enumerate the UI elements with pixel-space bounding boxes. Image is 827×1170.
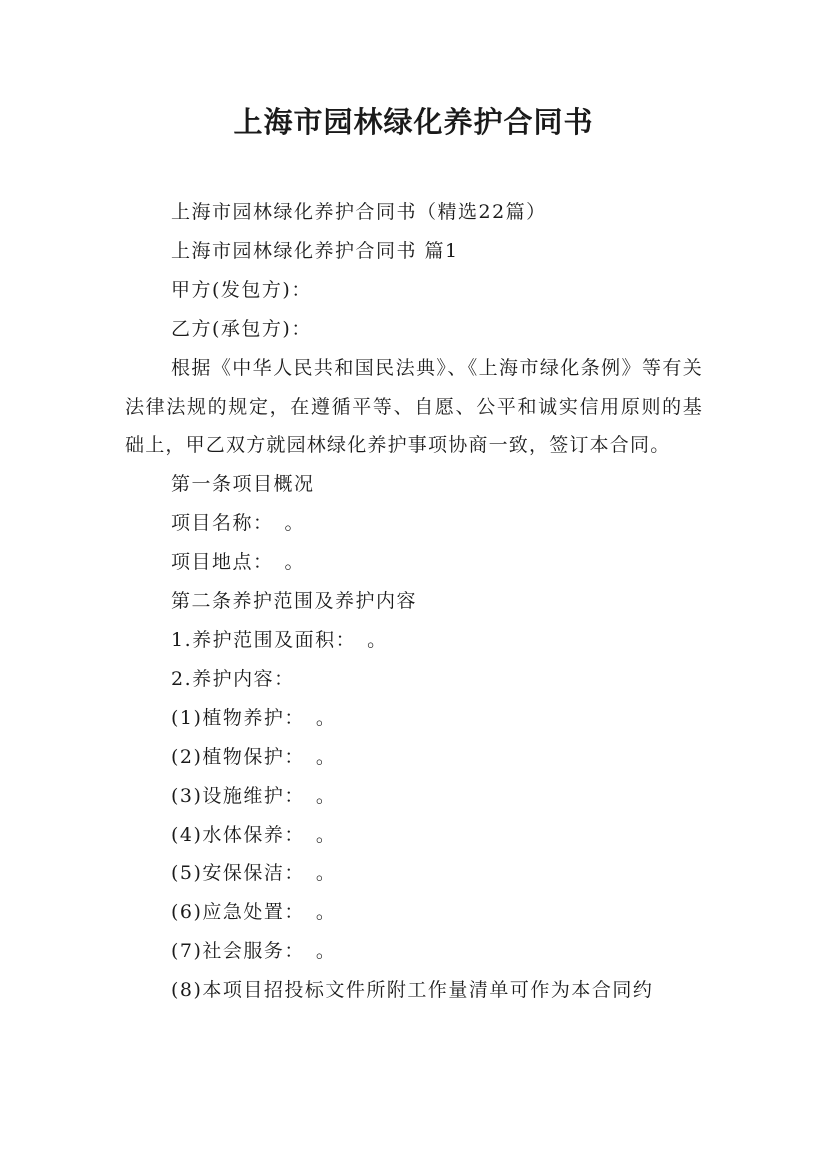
text-line-item-1: (1)植物养护： 。 (171, 706, 337, 729)
text-line-subtitle: 上海市园林绿化养护合同书（精选22篇） (171, 201, 547, 223)
text-line-project-name: 项目名称： 。 (171, 512, 306, 535)
text-line-party-a: 甲方(发包方)： (171, 278, 312, 301)
text-line-scope-area: 1.养护范围及面积： 。 (171, 628, 388, 651)
text-line-project-location: 项目地点： 。 (171, 551, 306, 574)
text-line-content-heading: 2.养护内容： (171, 667, 295, 690)
text-line-item-3: (3)设施维护： 。 (171, 784, 337, 807)
text-line-item-8: (8)本项目招投标文件所附工作量清单可作为本合同约 (171, 979, 654, 1002)
text-line-item-4: (4)水体保养： 。 (171, 823, 337, 846)
text-line-item-6: (6)应急处置： 。 (171, 901, 337, 924)
text-line-chapter: 上海市园林绿化养护合同书 篇1 (171, 239, 459, 262)
text-line-item-7: (7)社会服务： 。 (171, 940, 337, 963)
document-title: 上海市园林绿化养护合同书 (233, 105, 594, 139)
document-body (125, 193, 703, 1010)
text-paragraph-preamble: 根据《中华人民共和国民法典》、《上海市绿化条例》等有关法律法规的规定，在遵循平等、自愿、公平和诚实信用原则的基础上，甲乙双方就园林绿化养护事项协商一致，签订本合同。 (125, 356, 703, 457)
text-line-party-b: 乙方(承包方)： (171, 317, 312, 340)
text-line-item-2: (2)植物保护： 。 (171, 745, 337, 768)
text-line-article-1: 第一条项目概况 (171, 473, 315, 496)
text-line-item-5: (5)安保保洁： 。 (171, 862, 337, 885)
text-line-article-2: 第二条养护范围及养护内容 (171, 590, 418, 613)
